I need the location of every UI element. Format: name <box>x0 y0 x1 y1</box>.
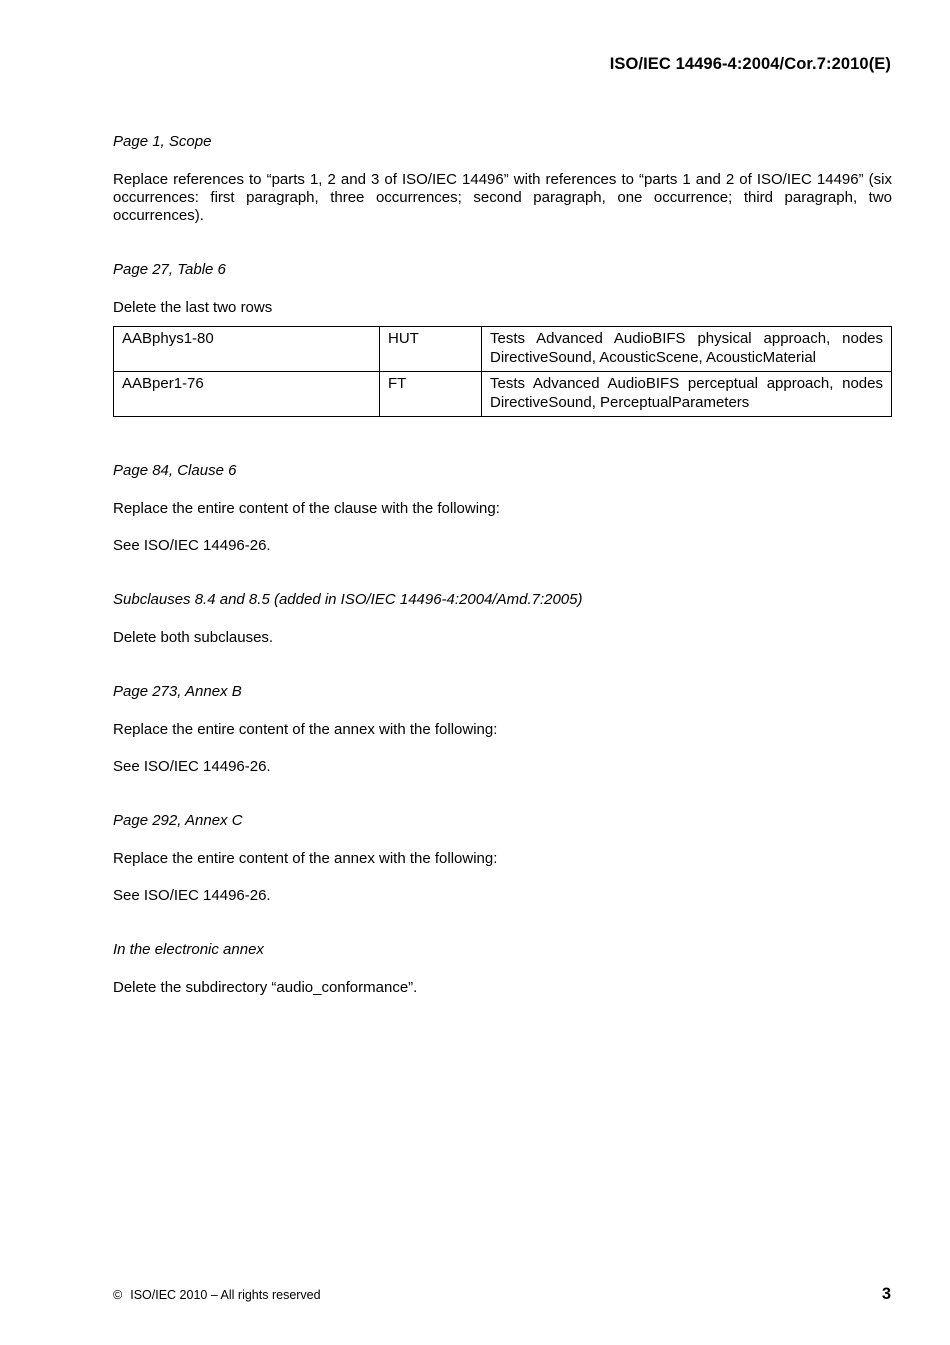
section-paragraph: Replace the entire content of the annex with the following: <box>113 850 498 867</box>
section-paragraph: Replace references to “parts 1, 2 and 3 of ISO/IEC 14496” with references to “parts 1 and 2 of ISO/IEC 14496” (six occurrences: first paragraph, three occurrences; second paragraph, one occurrence; third paragraph, two occurrences). <box>113 171 892 224</box>
section-title: Subclauses 8.4 and 8.5 (added in ISO/IEC 14496-4:2004/Amd.7:2005) <box>113 591 583 608</box>
section-scope <box>113 133 892 225</box>
section-electronic-annex <box>113 941 892 997</box>
table-cell-description: Tests Advanced AudioBIFS perceptual approach, nodes DirectiveSound, PerceptualParameters <box>482 372 892 417</box>
footer-copyright <box>113 1288 321 1302</box>
deleted-rows-table <box>113 326 892 417</box>
section-title: In the electronic annex <box>113 941 264 958</box>
copyright-text: ISO/IEC 2010 – All rights reserved <box>130 1288 321 1302</box>
section-title: Page 1, Scope <box>113 133 212 150</box>
section-paragraph: Delete the subdirectory “audio_conformance”. <box>113 979 418 996</box>
section-title: Page 273, Annex B <box>113 683 242 700</box>
section-paragraph: Replace the entire content of the clause with the following: <box>113 500 500 517</box>
document-id-header: ISO/IEC 14496-4:2004/Cor.7:2010(E) <box>609 55 891 73</box>
section-table-6 <box>113 261 892 417</box>
copyright-symbol: © <box>113 1288 123 1302</box>
section-annex-c <box>113 812 892 905</box>
section-title: Page 27, Table 6 <box>113 261 226 278</box>
section-title: Page 292, Annex C <box>113 812 243 829</box>
section-title: Page 84, Clause 6 <box>113 462 237 479</box>
section-paragraph: Delete the last two rows <box>113 299 273 316</box>
section-paragraph: Delete both subclauses. <box>113 629 274 646</box>
section-clause-6 <box>113 462 892 555</box>
document-body <box>113 133 892 1033</box>
section-subclauses <box>113 591 892 647</box>
table-cell-type: FT <box>380 372 482 417</box>
table-row <box>114 372 892 417</box>
section-paragraph: See ISO/IEC 14496-26. <box>113 758 271 775</box>
table-cell-description: Tests Advanced AudioBIFS physical approach, nodes DirectiveSound, AcousticScene, AcousticMaterial <box>482 327 892 372</box>
section-paragraph: Replace the entire content of the annex with the following: <box>113 721 498 738</box>
table-row <box>114 327 892 372</box>
table-cell-test-id: AABphys1-80 <box>114 327 380 372</box>
section-paragraph: See ISO/IEC 14496-26. <box>113 887 271 904</box>
section-annex-b <box>113 683 892 776</box>
table-cell-test-id: AABper1-76 <box>114 372 380 417</box>
page-number: 3 <box>881 1285 891 1303</box>
table-cell-type: HUT <box>380 327 482 372</box>
section-paragraph: See ISO/IEC 14496-26. <box>113 537 271 554</box>
